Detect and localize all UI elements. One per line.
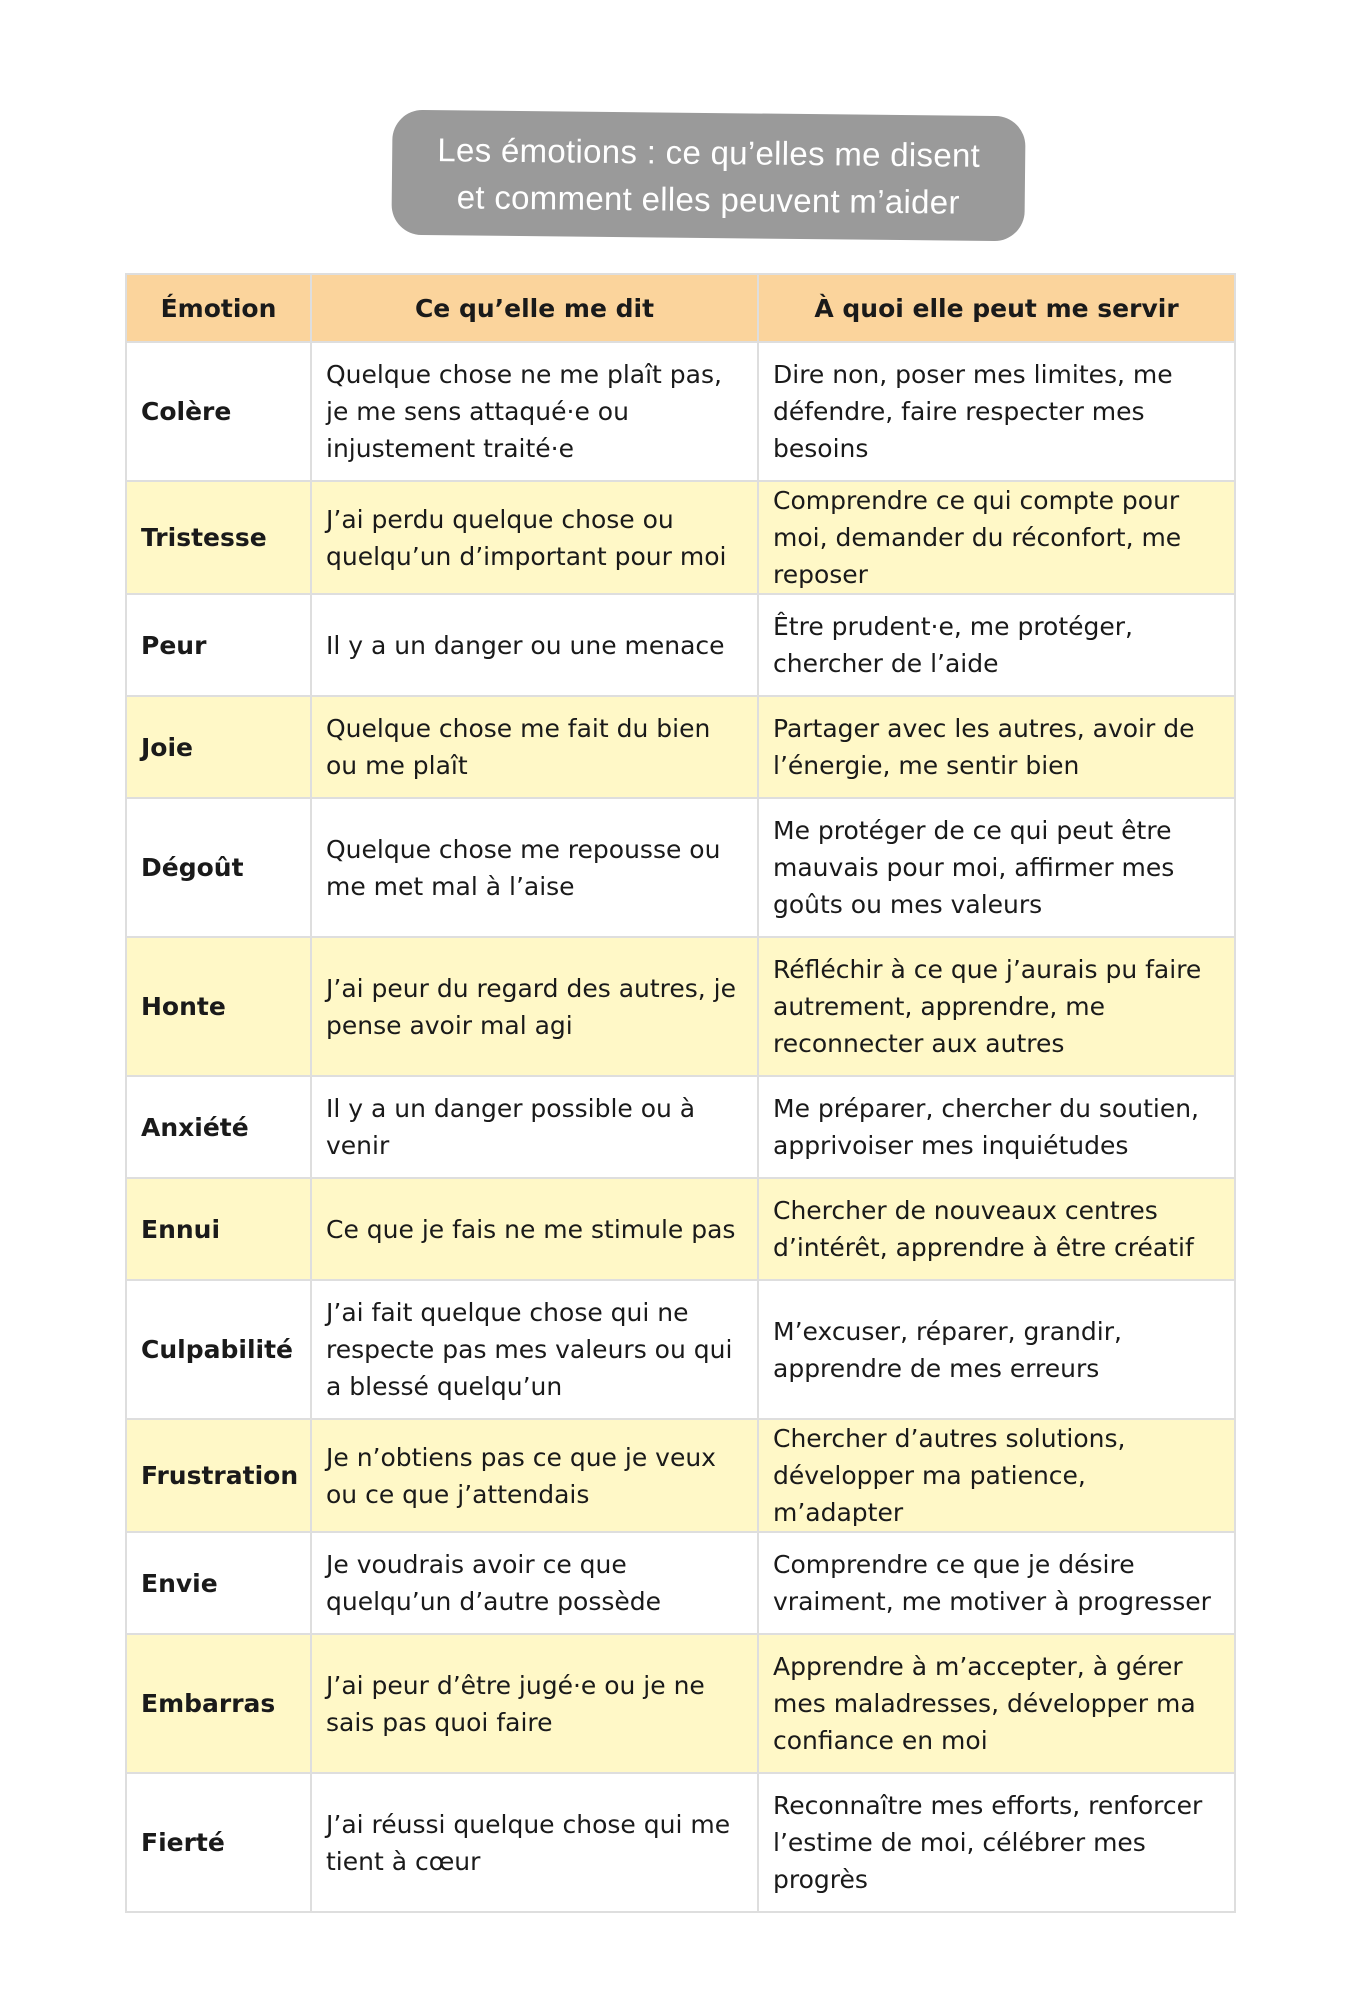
emotion-cell: Joie — [126, 696, 311, 798]
meaning-cell: Ce que je fais ne me stimule pas — [311, 1178, 758, 1280]
use-cell: Être prudent·e, me protéger, chercher de l’aide — [758, 594, 1235, 696]
emotion-cell: Envie — [126, 1532, 311, 1634]
emotion-cell: Dégoût — [126, 798, 311, 937]
meaning-cell: Je voudrais avoir ce que quelqu’un d’autre possède — [311, 1532, 758, 1634]
meaning-cell: Il y a un danger possible ou à venir — [311, 1076, 758, 1178]
header-use: À quoi elle peut me servir — [758, 274, 1235, 342]
emotion-cell: Ennui — [126, 1178, 311, 1280]
table-row — [126, 1532, 1235, 1634]
use-cell: Chercher d’autres solutions, développer ma patience, m’adapter — [758, 1419, 1235, 1532]
emotion-cell: Peur — [126, 594, 311, 696]
table-row — [126, 1773, 1235, 1912]
emotion-cell: Fierté — [126, 1773, 311, 1912]
use-cell: Chercher de nouveaux centres d’intérêt, apprendre à être créatif — [758, 1178, 1235, 1280]
use-cell: Apprendre à m’accepter, à gérer mes maladresses, développer ma confiance en moi — [758, 1634, 1235, 1773]
use-cell: Reconnaître mes efforts, renforcer l’estime de moi, célébrer mes progrès — [758, 1773, 1235, 1912]
meaning-cell: Je n’obtiens pas ce que je veux ou ce que j’attendais — [311, 1419, 758, 1532]
table-row — [126, 1634, 1235, 1773]
table-row — [126, 594, 1235, 696]
emotion-cell: Anxiété — [126, 1076, 311, 1178]
emotion-cell: Culpabilité — [126, 1280, 311, 1419]
header-emotion: Émotion — [126, 274, 311, 342]
use-cell: Me préparer, chercher du soutien, apprivoiser mes inquiétudes — [758, 1076, 1235, 1178]
table-row — [126, 798, 1235, 937]
use-cell: Comprendre ce qui compte pour moi, demander du réconfort, me reposer — [758, 481, 1235, 594]
page-title-banner — [391, 110, 1025, 242]
table-row — [126, 1419, 1235, 1532]
use-cell: Dire non, poser mes limites, me défendre, faire respecter mes besoins — [758, 342, 1235, 481]
table-row — [126, 1280, 1235, 1419]
meaning-cell: J’ai peur d’être jugé·e ou je ne sais pas quoi faire — [311, 1634, 758, 1773]
meaning-cell: J’ai réussi quelque chose qui me tient à cœur — [311, 1773, 758, 1912]
meaning-cell: J’ai peur du regard des autres, je pense avoir mal agi — [311, 937, 758, 1076]
page-title-line-1: Les émotions : ce qu’elles me disent — [437, 130, 981, 174]
use-cell: M’excuser, réparer, grandir, apprendre de mes erreurs — [758, 1280, 1235, 1419]
table-header-row — [126, 274, 1235, 342]
meaning-cell: Quelque chose me fait du bien ou me plaît — [311, 696, 758, 798]
emotion-cell: Tristesse — [126, 481, 311, 594]
meaning-cell: Quelque chose ne me plaît pas, je me sens attaqué·e ou injustement traité·e — [311, 342, 758, 481]
emotion-cell: Colère — [126, 342, 311, 481]
use-cell: Comprendre ce que je désire vraiment, me motiver à progresser — [758, 1532, 1235, 1634]
emotion-cell: Frustration — [126, 1419, 311, 1532]
table-row — [126, 696, 1235, 798]
meaning-cell: Il y a un danger ou une menace — [311, 594, 758, 696]
use-cell: Me protéger de ce qui peut être mauvais pour moi, affirmer mes goûts ou mes valeurs — [758, 798, 1235, 937]
emotion-cell: Embarras — [126, 1634, 311, 1773]
header-meaning: Ce qu’elle me dit — [311, 274, 758, 342]
use-cell: Réfléchir à ce que j’aurais pu faire autrement, apprendre, me reconnecter aux autres — [758, 937, 1235, 1076]
meaning-cell: J’ai fait quelque chose qui ne respecte pas mes valeurs ou qui a blessé quelqu’un — [311, 1280, 758, 1419]
table-row — [126, 937, 1235, 1076]
page-title-line-2: et comment elles peuvent m’aider — [456, 177, 960, 221]
emotions-table — [125, 273, 1236, 1913]
table-row — [126, 1076, 1235, 1178]
meaning-cell: J’ai perdu quelque chose ou quelqu’un d’important pour moi — [311, 481, 758, 594]
use-cell: Partager avec les autres, avoir de l’énergie, me sentir bien — [758, 696, 1235, 798]
table-row — [126, 481, 1235, 594]
table-row — [126, 342, 1235, 481]
emotion-cell: Honte — [126, 937, 311, 1076]
meaning-cell: Quelque chose me repousse ou me met mal à l’aise — [311, 798, 758, 937]
table-row — [126, 1178, 1235, 1280]
